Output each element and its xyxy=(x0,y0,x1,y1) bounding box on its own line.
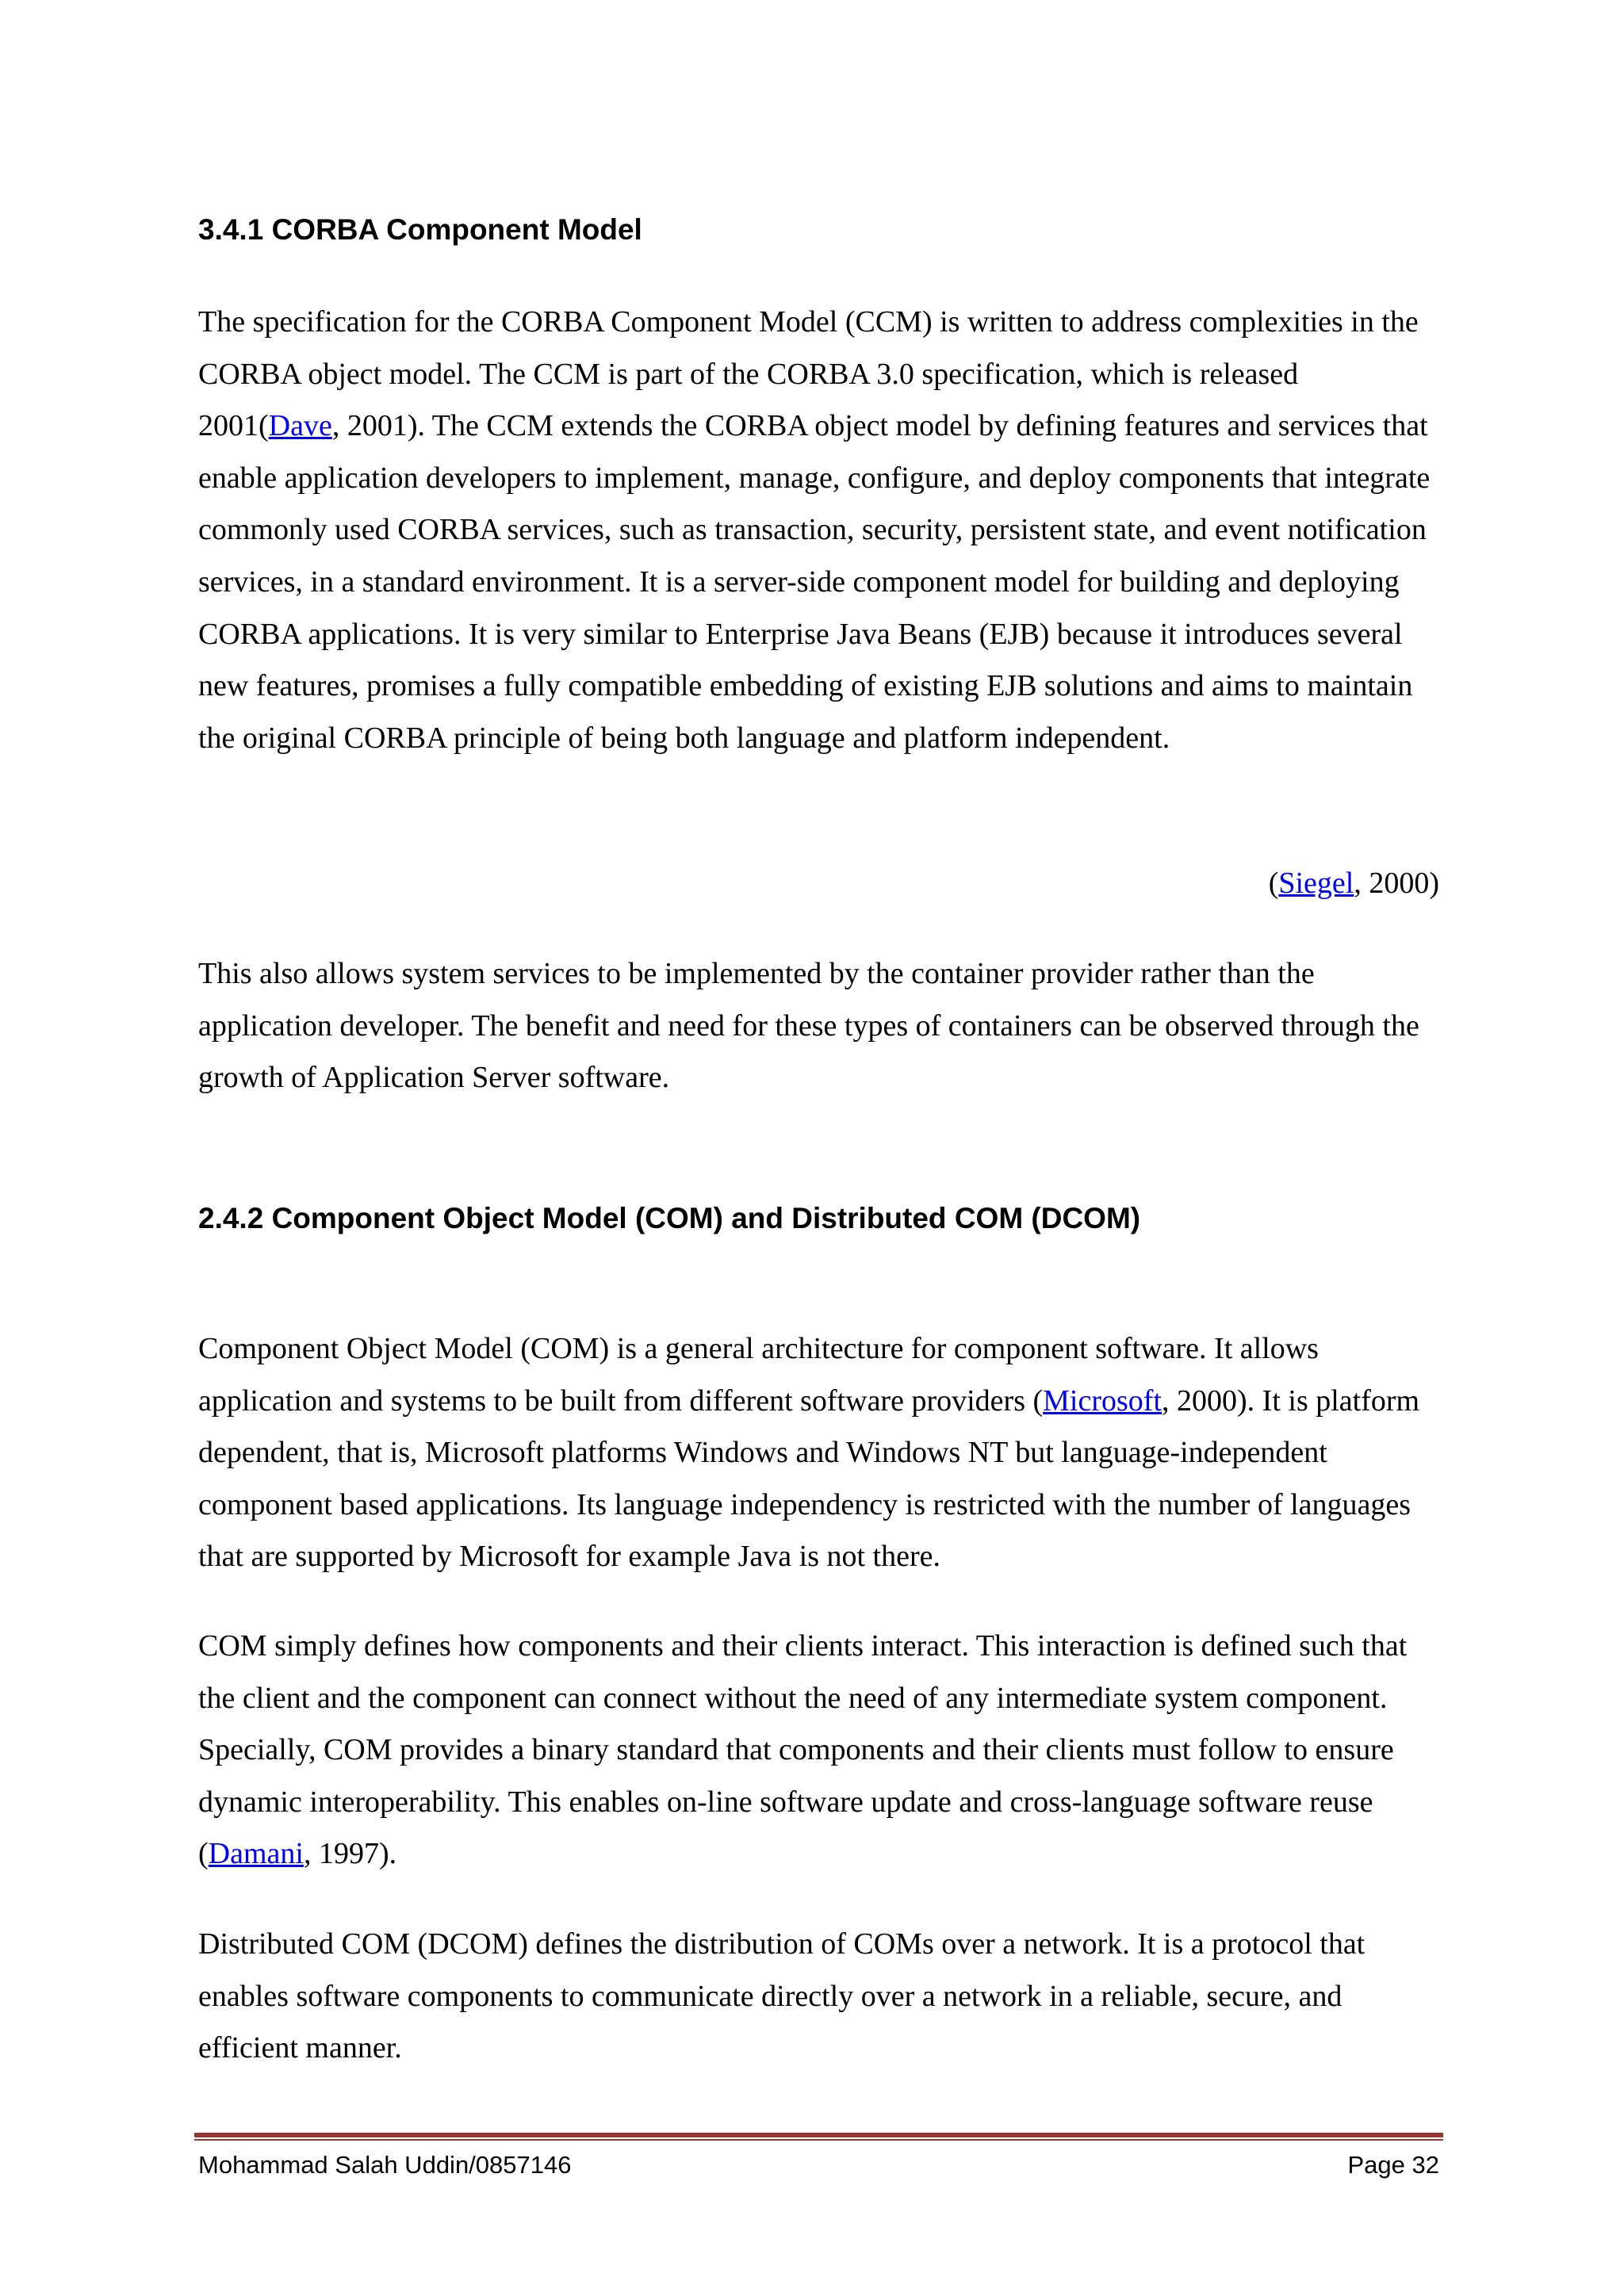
section-heading-corba: 3.4.1 CORBA Component Model xyxy=(198,213,642,246)
document-page xyxy=(198,0,1439,2296)
reference-link-dave[interactable]: Dave xyxy=(268,409,332,443)
paragraph-text: , 2000). It is platform dependent, that is, Microsoft platforms Windows and Windows NT but language-independent component based applications. Its language independency is restricted with the number of languages that are supported by Microsoft for example Java is not there. xyxy=(198,1383,1420,1574)
paragraph-text: Component Object Model (COM) is a general architecture for component software. It allows application and systems to be built from different software providers ( xyxy=(198,1332,1319,1418)
section-heading-com-dcom: 2.4.2 Component Object Model (COM) and Distributed COM (DCOM) xyxy=(198,1202,1141,1234)
paragraph-text: , 2001). The CCM extends the CORBA object model by defining features and services that enable application developers to implement, manage, configure, and deploy components that integrate commonly used CORBA services, such as transaction, security, persistent state, and event notification services, in a standard environment. It is a server-side component model for building and deploying CORBA applications. It is very similar to Enterprise Java Beans (EJB) because it introduces several new features, promises a fully compatible embedding of existing EJB solutions and aims to maintain the original CORBA principle of being both language and platform independent. xyxy=(198,409,1431,755)
footer-divider-thick xyxy=(194,2133,1443,2137)
reference-link-microsoft[interactable]: Microsoft xyxy=(1043,1383,1162,1418)
paragraph-ccm-description xyxy=(198,297,1439,764)
footer-author: Mohammad Salah Uddin/0857146 xyxy=(198,2151,572,2179)
footer-divider xyxy=(194,2133,1443,2141)
paragraph-text: , 1997). xyxy=(303,1837,397,1871)
reference-link-damani[interactable]: Damani xyxy=(208,1837,304,1871)
citation-siegel xyxy=(198,858,1439,910)
citation-close: , 2000) xyxy=(1354,867,1439,900)
paragraph-text: COM simply defines how components and their clients interact. This interaction is defined such that the client and the component can connect without the need of any intermediate system component. Specially, COM provides a binary standard that components and their clients must follow to ensure dynamic interoperability. This enables on-line software update and cross-language software reuse ( xyxy=(198,1629,1408,1871)
citation-open: ( xyxy=(1268,867,1279,900)
paragraph-dcom-description: Distributed COM (DCOM) defines the distribution of COMs over a network. It is a protocol that enables software components to communicate directly over a network in a reliable, secure, and efficient manner. xyxy=(198,1927,1365,2065)
reference-link-siegel[interactable]: Siegel xyxy=(1278,867,1354,900)
paragraph-text: The specification for the CORBA Component Model (CCM) is written to address complexities in the CORBA object model. The CCM is part of the CORBA 3.0 specification, which is released 2001( xyxy=(198,305,1419,443)
paragraph-com-description xyxy=(198,1323,1439,1583)
paragraph-container-services: This also allows system services to be implemented by the container provider rather than the application developer. The benefit and need for these types of containers can be observed through the growth of Application Server software. xyxy=(198,957,1419,1095)
paragraph-com-interaction xyxy=(198,1621,1439,1881)
footer-page-number: Page 32 xyxy=(1347,2151,1439,2179)
footer-divider-thin xyxy=(194,2139,1443,2141)
